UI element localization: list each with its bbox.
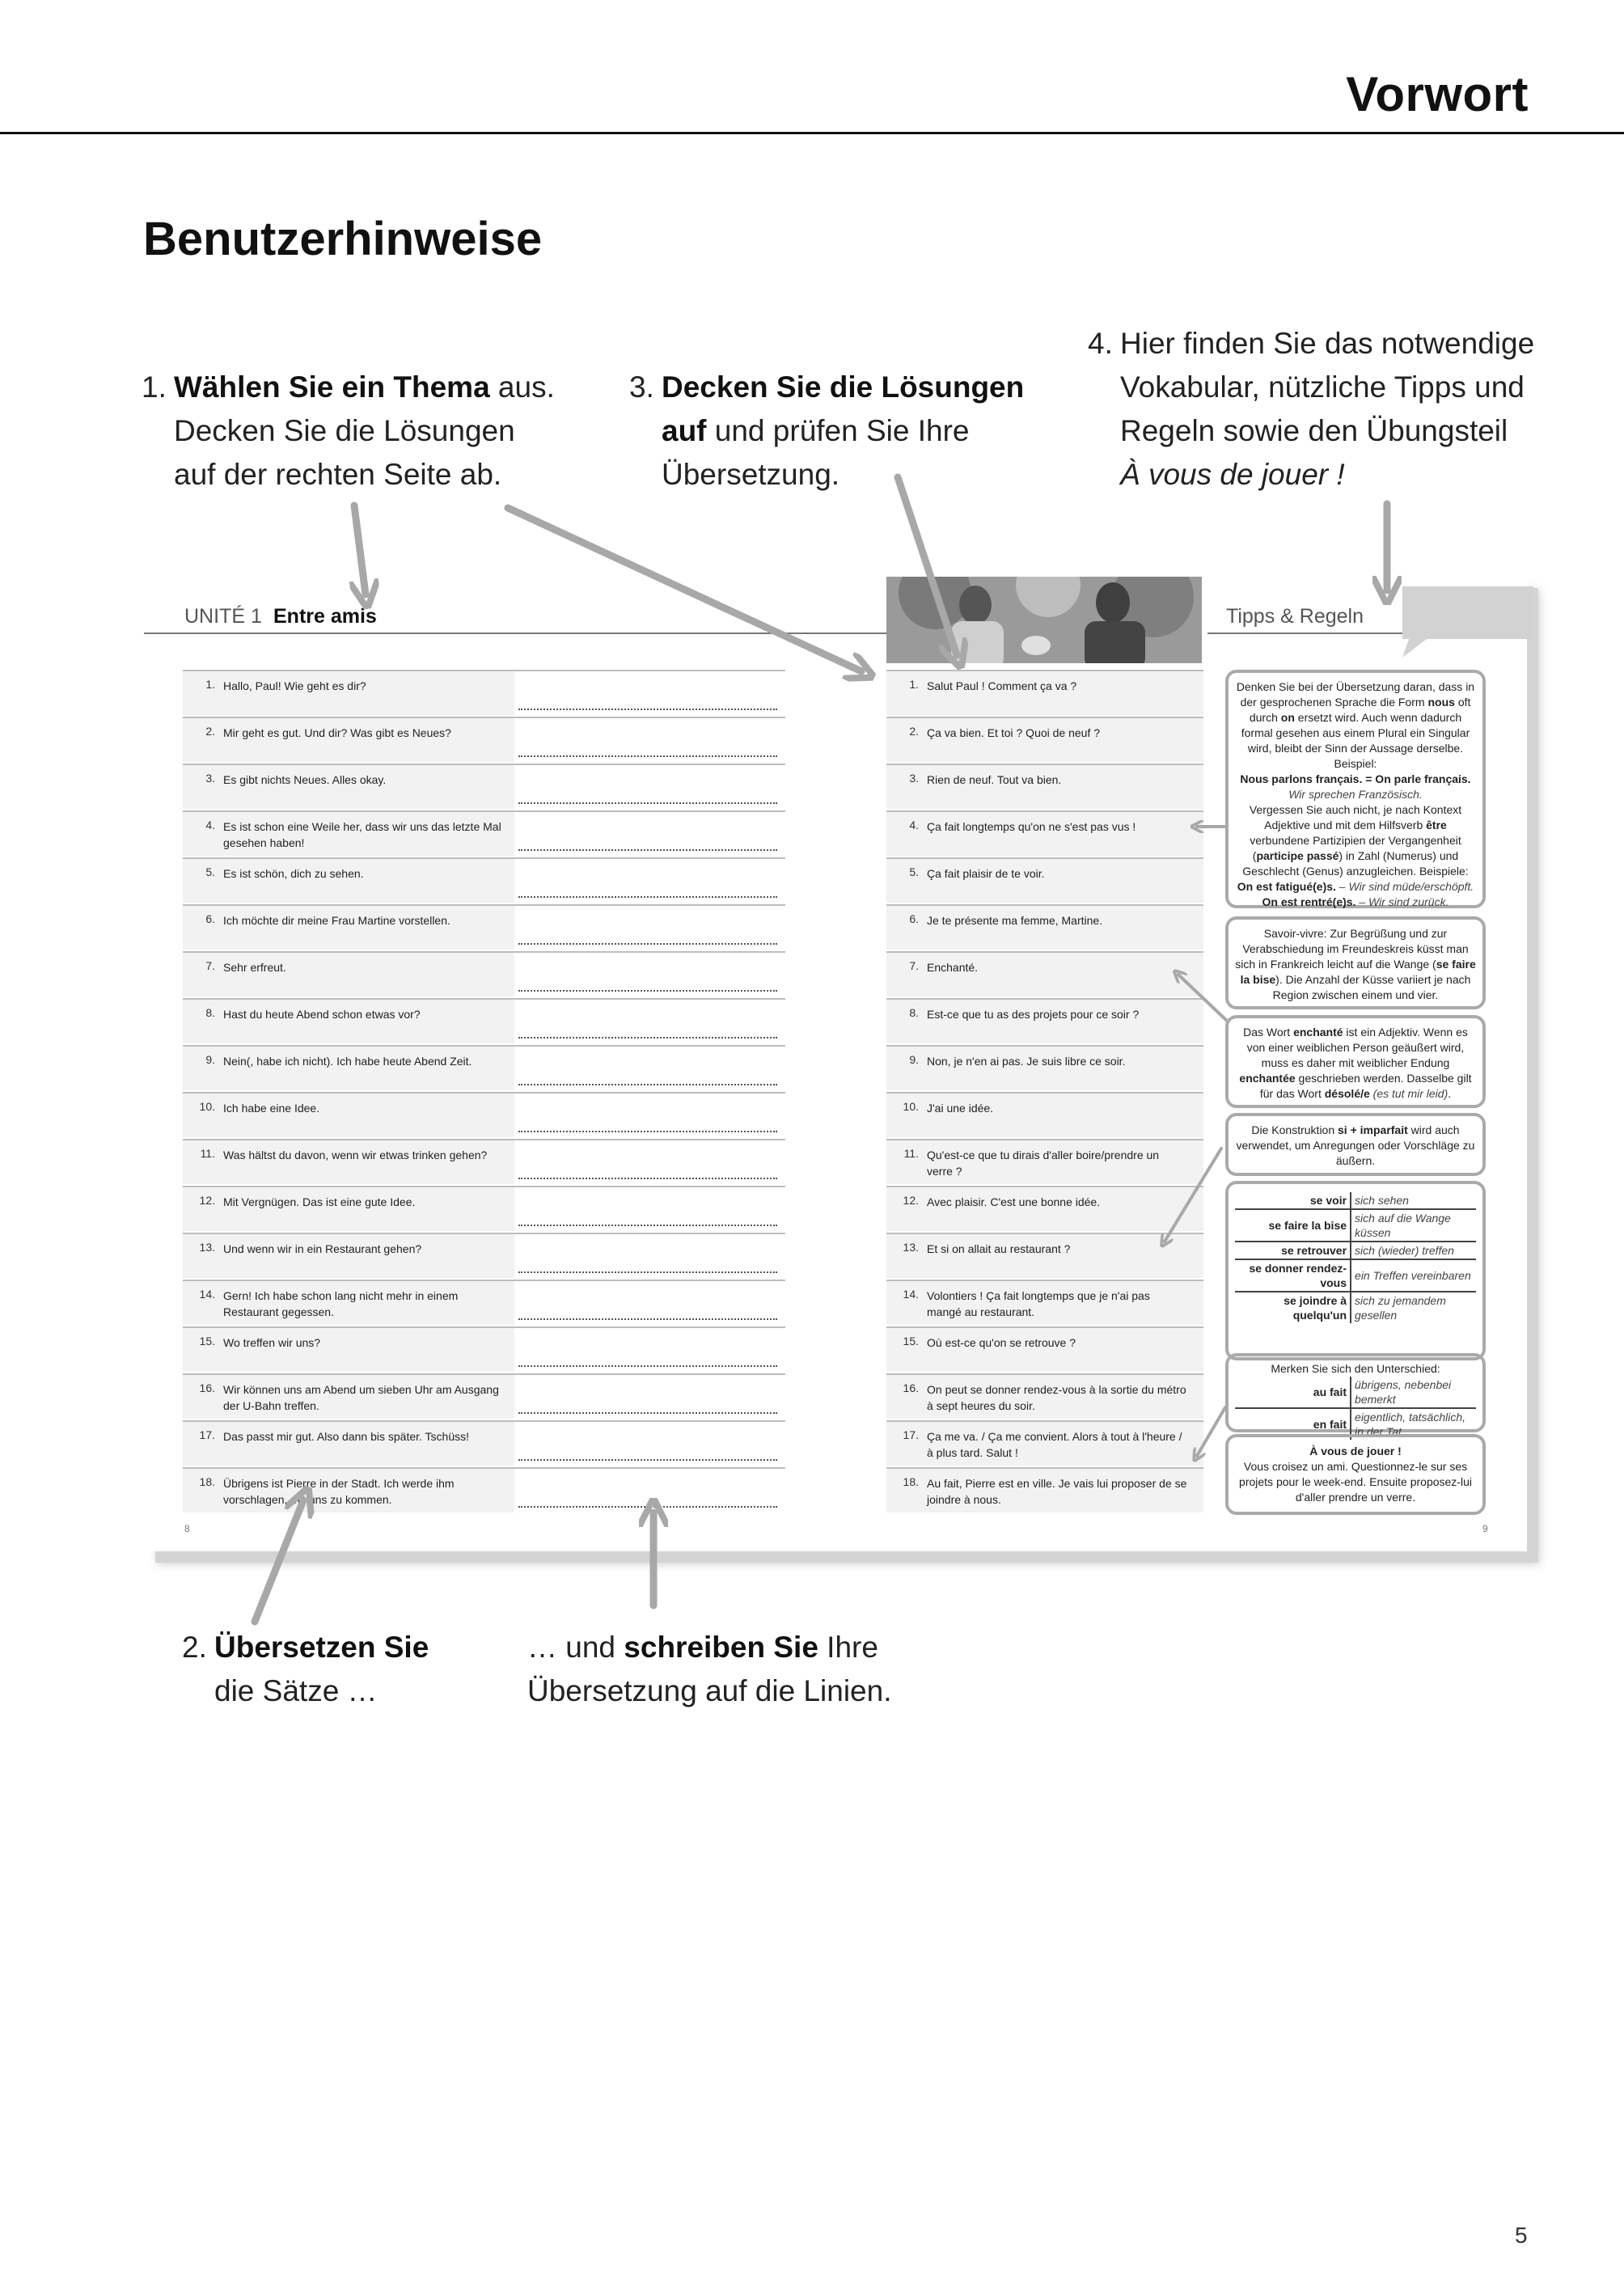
row-number: 16. xyxy=(903,1381,919,1394)
vocab-french: se voir xyxy=(1235,1192,1351,1209)
page-header-title: Vorwort xyxy=(1346,67,1529,121)
difference-title: Merken Sie sich den Unterschied: xyxy=(1271,1362,1440,1375)
row-text-line: gesehen haben! xyxy=(223,836,305,849)
row-number: 15. xyxy=(903,1335,919,1347)
row-number: 9. xyxy=(909,1053,919,1066)
row-text-line: Ça me va. / Ça me convient. Alors à tout à l'heure / xyxy=(927,1430,1182,1443)
step-4-line-2: Vokabular, nützliche Tipps und xyxy=(1120,370,1525,404)
row-number: 4. xyxy=(205,819,215,831)
row-number: 11. xyxy=(200,1147,215,1160)
exercise-title: À vous de jouer ! xyxy=(1309,1445,1402,1457)
row-number: 12. xyxy=(199,1194,215,1207)
row-number: 6. xyxy=(909,912,919,925)
tips-label: Tipps & Regeln xyxy=(1226,605,1364,628)
tip-bold: si + imparfait xyxy=(1338,1123,1408,1136)
row-text-line: Das passt mir gut. Also dann bis später. Tschüss! xyxy=(223,1430,470,1443)
tip-example-translation: – Wir sind müde/erschöpft. xyxy=(1335,880,1474,893)
row-number: 17. xyxy=(903,1428,919,1441)
row-text-line: Wir können uns am Abend um sieben Uhr am Ausgang xyxy=(223,1383,499,1396)
row-text-line: Salut Paul ! Comment ça va ? xyxy=(927,679,1077,692)
tip-bold: être xyxy=(1426,819,1447,831)
row-text-line: Übrigens ist Pierre in der Stadt. Ich werde ihm xyxy=(223,1477,455,1490)
vocab-french: se donner rendez-vous xyxy=(1235,1259,1351,1292)
arrow-step-1 xyxy=(354,506,366,594)
tip-text: Savoir-vivre: Zur Begrüßung und zur Verabschiedung im Freundeskreis küsst man sich in Frankreich leicht auf die Wange ( xyxy=(1235,927,1469,971)
step-number: 2. xyxy=(182,1631,207,1664)
row-number: 2. xyxy=(909,725,919,738)
row-text-line: Qu'est-ce que tu dirais d'aller boire/prendre un xyxy=(927,1149,1160,1161)
tip-text: ersetzt wird. Auch wenn dadurch formal gesehen aus einem Plural ein Singular wird, bleibt der Sinn der Aussage derselbe. Beispiel: xyxy=(1241,711,1470,770)
row-number: 9. xyxy=(205,1053,215,1066)
row-text-line: Avec plaisir. C'est une bonne idée. xyxy=(927,1195,1101,1208)
difference-french: en fait xyxy=(1235,1408,1351,1440)
step-3-line-3: Übersetzung. xyxy=(662,458,840,491)
row-text-line: Et si on allait au restaurant ? xyxy=(927,1242,1071,1255)
tip-text: Das Wort xyxy=(1243,1026,1294,1039)
tip-bold: se faire la bise xyxy=(1240,958,1476,986)
difference-german: eigentlich, tatsächlich, in der Tat xyxy=(1355,1411,1465,1438)
row-number: 7. xyxy=(909,959,919,972)
tip-bold: participe passé xyxy=(1256,849,1339,862)
tip-text: Vergessen Sie auch nicht, je nach Kontext Adjektive und mit dem Hilfsverb xyxy=(1249,803,1462,831)
row-text-line: Volontiers ! Ça fait longtemps que je n'ai pas xyxy=(927,1289,1150,1302)
step-2b-pre: … und xyxy=(527,1631,624,1664)
row-number: 12. xyxy=(903,1194,919,1207)
row-text-line: Es gibt nichts Neues. Alles okay. xyxy=(223,773,387,786)
row-text-line: Sehr erfreut. xyxy=(223,961,286,974)
tip-example: On est rentré(e)s. xyxy=(1262,895,1356,908)
step-4-line-1: Hier finden Sie das notwendige xyxy=(1120,327,1535,360)
step-1-rest: aus. xyxy=(489,370,555,404)
row-number: 7. xyxy=(205,959,215,972)
step-number: 4. xyxy=(1088,327,1113,360)
vocab-german: sich zu jemandem gesellen xyxy=(1355,1294,1446,1322)
row-text-line: Enchanté. xyxy=(927,961,979,974)
arrow-step-3 xyxy=(898,477,957,655)
step-2-bold: Übersetzen Sie xyxy=(214,1631,429,1664)
arrow-step-1-to-solutions xyxy=(508,508,861,671)
vocab-german: sich auf die Wange küssen xyxy=(1351,1209,1476,1242)
tip-text: Die Konstruktion xyxy=(1251,1123,1339,1136)
row-text-line: Nein(, habe ich nicht). Ich habe heute Abend Zeit. xyxy=(223,1055,472,1068)
tip-bold: enchanté xyxy=(1293,1026,1343,1039)
row-text-line: vorschlagen, mit uns zu kommen. xyxy=(223,1493,392,1506)
row-text-line: Mir geht es gut. Und dir? Was gibt es Neues? xyxy=(223,726,451,739)
unit-label: UNITÉ 1 xyxy=(184,605,262,628)
right-page-number: 9 xyxy=(1482,1523,1488,1534)
step-4-line-4: À vous de jouer ! xyxy=(1120,458,1345,491)
step-2b-rest: Ihre xyxy=(818,1631,878,1664)
row-text-line: On peut se donner rendez-vous à la sortie du métro xyxy=(927,1383,1186,1396)
row-number: 17. xyxy=(199,1428,215,1441)
row-text-line: Rien de neuf. Tout va bien. xyxy=(927,773,1062,786)
unit-title: Entre amis xyxy=(273,605,377,628)
difference-german: übrigens, nebenbei bemerkt xyxy=(1351,1377,1476,1408)
row-number: 3. xyxy=(205,772,215,785)
tip-example-translation: Wir sprechen Französisch. xyxy=(1288,788,1423,801)
row-text-line: Es ist schon eine Weile her, dass wir uns das letzte Mal xyxy=(223,820,501,833)
tip-example: Nous parlons français. = On parle français. xyxy=(1240,772,1471,785)
tip-text: ist ein Adjektiv. Wenn es von einer weiblichen Person geäußert wird, muss es daher mit weiblicher Endung xyxy=(1246,1026,1468,1069)
tip-text: Denken Sie bei der Übersetzung daran, dass in der gesprochenen Sprache die Form xyxy=(1236,680,1475,709)
step-4-line-3: Regeln sowie den Übungsteil xyxy=(1120,414,1508,447)
row-number: 5. xyxy=(205,865,215,878)
row-number: 3. xyxy=(909,772,919,785)
vocab-french: se joindre à quelqu'un xyxy=(1235,1292,1351,1323)
row-text-line: Au fait, Pierre est en ville. Je vais lui proposer de se xyxy=(927,1477,1187,1490)
row-text-line: Je te présente ma femme, Martine. xyxy=(927,914,1103,927)
row-number: 8. xyxy=(909,1006,919,1019)
row-number: 10. xyxy=(199,1100,215,1113)
row-text-line: J'ai une idée. xyxy=(927,1102,994,1115)
row-text-line: der U-Bahn treffen. xyxy=(223,1399,319,1412)
step-1-line-2: Decken Sie die Lösungen xyxy=(174,414,515,447)
step-2b-bold: schreiben Sie xyxy=(624,1631,818,1664)
row-text-line: Gern! Ich habe schon lang nicht mehr in einem xyxy=(223,1289,459,1302)
row-number: 15. xyxy=(199,1335,215,1347)
step-3-bold: Decken Sie die Lösungen xyxy=(662,370,1025,404)
row-text-line: Non, je n'en ai pas. Je suis libre ce soir. xyxy=(927,1055,1126,1068)
row-text-line: Ça fait plaisir de te voir. xyxy=(927,867,1045,880)
difference-french: au fait xyxy=(1235,1377,1351,1408)
row-text-line: Hast du heute Abend schon etwas vor? xyxy=(223,1008,421,1021)
row-number: 5. xyxy=(909,865,919,878)
tip-text: verbundene Partizipien der Vergangenheit ( xyxy=(1250,834,1461,862)
row-text-line: Wo treffen wir uns? xyxy=(223,1336,321,1349)
row-text-line: verre ? xyxy=(927,1165,962,1178)
vocab-german: sich sehen xyxy=(1351,1192,1476,1209)
step-2-line-2: die Sätze … xyxy=(214,1674,378,1707)
step-number: 3. xyxy=(629,370,654,404)
row-text-line: Est-ce que tu as des projets pour ce soir ? xyxy=(927,1008,1140,1021)
step-3-rest: und prüfen Sie Ihre xyxy=(706,414,970,447)
tip-italic: (es tut mir leid) xyxy=(1369,1087,1448,1100)
exercise-text: Vous croisez un ami. Questionnez-le sur ses projets pour le week-end. Ensuite proposez-lui d'aller prendre un verre. xyxy=(1239,1460,1472,1504)
tip-text: ). Die Anzahl der Küsse variiert je nach Region zwischen einem und vier. xyxy=(1272,973,1471,1001)
row-text-line: Was hältst du davon, wenn wir etwas trinken gehen? xyxy=(223,1149,488,1161)
row-text-line: Ich habe eine Idee. xyxy=(223,1102,320,1115)
row-number: 1. xyxy=(909,678,919,691)
tip-text: wird auch verwendet, um Anregungen oder Vorschläge zu äußern. xyxy=(1236,1123,1475,1167)
tip-text: geschrieben werden. Dasselbe gilt für das Wort xyxy=(1259,1072,1472,1100)
arrow-tip-3 xyxy=(1165,1149,1221,1242)
tip-example: On est fatigué(e)s. xyxy=(1237,880,1336,893)
vocab-german: ein Treffen vereinbaren xyxy=(1351,1259,1476,1292)
vocab-french: se faire la bise xyxy=(1235,1209,1351,1242)
row-number: 14. xyxy=(199,1288,215,1301)
row-number: 13. xyxy=(903,1241,919,1254)
row-text-line: à sept heures du soir. xyxy=(927,1399,1035,1412)
row-number: 1. xyxy=(205,678,215,691)
vocab-german: sich (wieder) treffen xyxy=(1351,1242,1476,1259)
row-number: 2. xyxy=(205,725,215,738)
row-text-line: Restaurant gegessen. xyxy=(223,1305,334,1318)
vocab-french: se retrouver xyxy=(1235,1242,1351,1259)
tip-bold: nous xyxy=(1427,696,1455,709)
tip-text: oft durch xyxy=(1249,696,1471,724)
section-title: Benutzerhinweise xyxy=(143,213,543,265)
row-number: 10. xyxy=(903,1100,919,1113)
row-text-line: Und wenn wir in ein Restaurant gehen? xyxy=(223,1242,422,1255)
tip-bold: on xyxy=(1280,711,1295,724)
arrow-tip-2 xyxy=(1178,975,1227,1021)
step-2b-line-2: Übersetzung auf die Linien. xyxy=(527,1674,892,1707)
arrow-step-2 xyxy=(255,1500,303,1622)
row-text-line: mangé au restaurant. xyxy=(927,1305,1035,1318)
row-text-line: Ich möchte dir meine Frau Martine vorstellen. xyxy=(223,914,450,927)
left-page-number: 8 xyxy=(184,1523,190,1534)
row-number: 14. xyxy=(903,1288,919,1301)
step-number: 1. xyxy=(142,370,167,404)
row-text-line: Es ist schön, dich zu sehen. xyxy=(223,867,364,880)
step-1-line-3: auf der rechten Seite ab. xyxy=(174,458,502,491)
tip-bold: enchantée xyxy=(1239,1072,1296,1085)
tip-text: ) in Zahl (Numerus) und Geschlecht (Genus) anzugleichen. Beispiele: xyxy=(1242,849,1469,878)
row-text-line: Où est-ce qu'on se retrouve ? xyxy=(927,1336,1076,1349)
row-number: 16. xyxy=(199,1381,215,1394)
tip-bold: désolé/e xyxy=(1324,1087,1370,1100)
row-number: 11. xyxy=(903,1147,919,1160)
arrow-tip-4 xyxy=(1197,1407,1225,1456)
row-text-line: Hallo, Paul! Wie geht es dir? xyxy=(223,679,366,692)
row-text-line: Ça fait longtemps qu'on ne s'est pas vus ! xyxy=(927,820,1136,833)
row-text-line: joindre à nous. xyxy=(927,1493,1001,1506)
row-number: 8. xyxy=(205,1006,215,1019)
row-number: 18. xyxy=(199,1475,215,1488)
row-number: 13. xyxy=(199,1241,215,1254)
row-number: 4. xyxy=(909,819,919,831)
row-number: 18. xyxy=(903,1475,919,1488)
row-number: 6. xyxy=(205,912,215,925)
step-1-bold: Wählen Sie ein Thema xyxy=(174,370,490,404)
page-number: 5 xyxy=(1515,2223,1528,2248)
row-text-line: à plus tard. Salut ! xyxy=(927,1446,1018,1459)
tip-example-translation: – Wir sind zurück. xyxy=(1355,895,1449,908)
step-3-bold-2: auf xyxy=(662,414,707,447)
tip-text: . xyxy=(1448,1087,1452,1100)
row-text-line: Mit Vergnügen. Das ist eine gute Idee. xyxy=(223,1195,416,1208)
row-text-line: Ça va bien. Et toi ? Quoi de neuf ? xyxy=(927,726,1101,739)
